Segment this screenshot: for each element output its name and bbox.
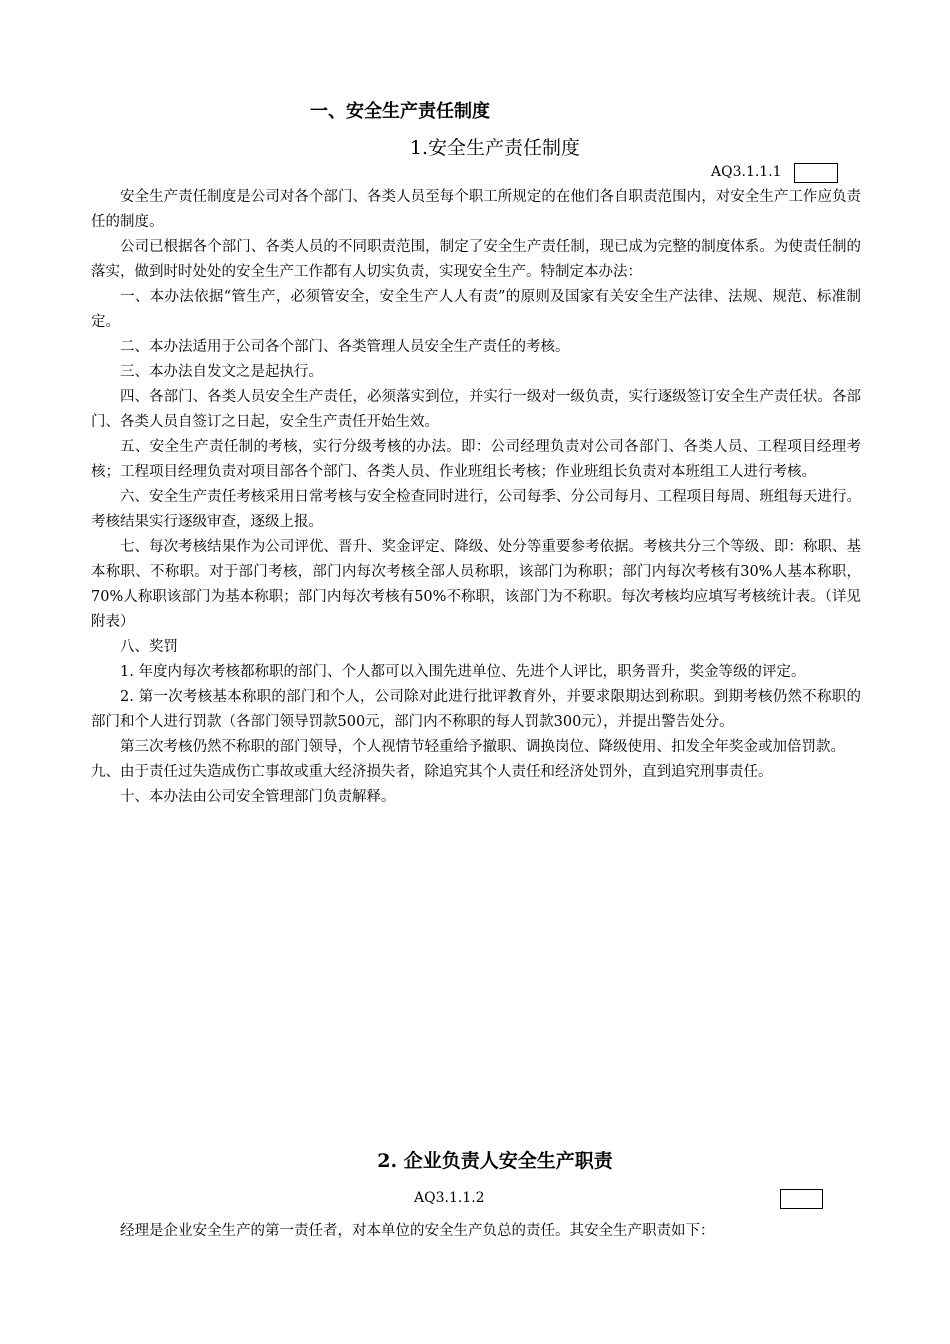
doc2-intro: 经理是企业安全生产的第一责任者，对本单位的安全生产负总的责任。其安全生产职责如下： <box>120 1223 715 1239</box>
doc2-code-row <box>412 1187 832 1209</box>
body-paragraph: 三、本办法自发文之是起执行。 <box>120 364 323 380</box>
body-paragraph: 第三次考核仍然不称职的部门领导，个人视情节轻重给予撤职、调换岗位、降级使用、扣发全年奖金或加倍罚款。 <box>120 739 845 755</box>
section-heading: 一、安全生产责任制度 <box>310 101 490 122</box>
body-paragraph: 八、奖罚 <box>120 639 178 655</box>
body-paragraph: 十、本办法由公司安全管理部门负责解释。 <box>120 789 396 805</box>
body-paragraph: 1. 年度内每次考核都称职的部门、个人都可以入围先进单位、先进个人评比，职务晋升，奖金等级的评定。 <box>120 664 806 680</box>
body-paragraph: 安全生产责任制度是公司对各个部门、各类人员至每个职工所规定的在他们各自职责范围内，对安全生产工作应负责任的制度。 <box>91 189 861 230</box>
doc2-code: AQ3.1.1.2 <box>414 1190 485 1206</box>
doc1-check-box <box>794 163 838 183</box>
doc2-check-box <box>780 1189 823 1209</box>
doc2-title: 2. 企业负责人安全生产职责 <box>377 1150 613 1172</box>
body-paragraph: 六、安全生产责任考核采用日常考核与安全检查同时进行，公司每季、分公司每月、工程项目每周、班组每天进行。考核结果实行逐级审查，逐级上报。 <box>91 489 861 530</box>
body-paragraph: 公司已根据各个部门、各类人员的不同职责范围，制定了安全生产责任制，现已成为完整的制度体系。为使责任制的落实，做到时时处处的安全生产工作都有人切实负责，实现安全生产。特制定本办法： <box>91 239 861 280</box>
body-paragraph: 五、安全生产责任制的考核，实行分级考核的办法。即：公司经理负责对公司各部门、各类人员、工程项目经理考核；工程项目经理负责对项目部各个部门、各类人员、作业班组长考核；作业班组长负责对本班组工人进行考核。 <box>91 439 861 480</box>
body-paragraph: 一、本办法依据“管生产，必须管安全，安全生产人人有责”的原则及国家有关安全生产法律、法规、规范、标准制定。 <box>91 289 861 330</box>
doc1-body <box>91 185 861 810</box>
body-paragraph: 2. 第一次考核基本称职的部门和个人，公司除对此进行批评教育外，并要求限期达到称职。到期考核仍然不称职的部门和个人进行罚款（各部门领导罚款500元，部门内不称职的每人罚款300元），并提出警告处分。 <box>91 689 861 730</box>
doc1-title: 1.安全生产责任制度 <box>409 137 581 159</box>
doc1-code-row <box>708 161 848 183</box>
body-paragraph: 二、本办法适用于公司各个部门、各类管理人员安全生产责任的考核。 <box>120 339 570 355</box>
body-paragraph: 七、每次考核结果作为公司评优、晋升、奖金评定、降级、处分等重要参考依据。考核共分三个等级、即：称职、基本称职、不称职。对于部门考核，部门内每次考核全部人员称职，该部门为称职；部门内每次考核有30%人基本称职，70%人称职该部门为基本称职；部门内每次考核有50%不称职，该部门为不称职。每次考核均应填写考核统计表。（详见附表） <box>91 539 861 630</box>
doc1-code: AQ3.1.1.1 <box>711 164 782 180</box>
body-paragraph: 四、各部门、各类人员安全生产责任，必须落实到位，并实行一级对一级负责，实行逐级签订安全生产责任状。各部门、各类人员自签订之日起，安全生产责任开始生效。 <box>91 389 861 430</box>
body-paragraph: 九、由于责任过失造成伤亡事故或重大经济损失者，除追究其个人责任和经济处罚外，直到追究刑事责任。 <box>91 764 773 780</box>
